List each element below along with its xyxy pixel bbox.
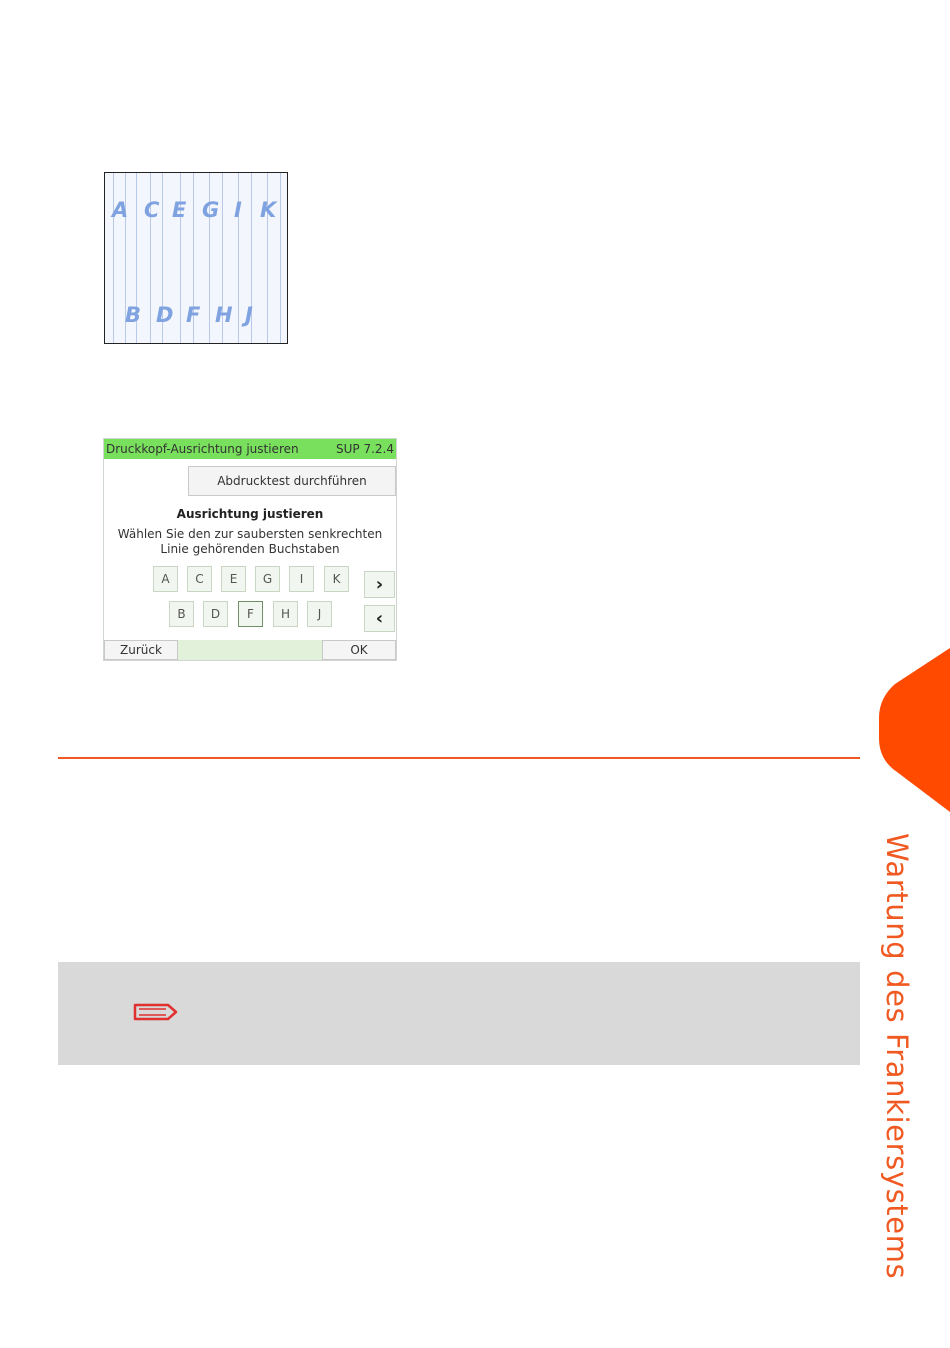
screen-title: Druckkopf-Ausrichtung justieren [106, 442, 299, 456]
sample-letter: A [112, 198, 129, 222]
back-button[interactable]: Zurück [104, 640, 178, 660]
note-box [58, 962, 860, 1065]
print-line [280, 173, 281, 343]
letter-key-f-selected[interactable]: F [238, 601, 263, 627]
screen-heading: Ausrichtung justieren [176, 507, 324, 521]
sample-letter: E [172, 198, 187, 222]
letter-key-c[interactable]: C [187, 566, 212, 592]
side-tab-marker [879, 648, 950, 812]
ok-button[interactable]: OK [322, 640, 396, 660]
sample-letter: H [215, 303, 233, 327]
test-print-sample [104, 172, 288, 344]
sample-letter: I [234, 198, 242, 222]
sample-letter: C [144, 198, 160, 222]
letter-key-d[interactable]: D [203, 601, 228, 627]
letter-key-g[interactable]: G [255, 566, 280, 592]
letter-key-k[interactable]: K [324, 566, 349, 592]
sample-letter: J [245, 303, 253, 327]
screen-instruction [104, 527, 396, 557]
side-tab-label: Wartung des Frankiersystems [880, 833, 914, 1280]
instruction-line: Wählen Sie den zur saubersten senkrechten [117, 527, 383, 541]
letter-key-h[interactable]: H [273, 601, 298, 627]
sample-letter: G [202, 198, 220, 222]
section-divider [58, 757, 860, 759]
letter-key-j[interactable]: J [307, 601, 332, 627]
letter-key-i[interactable]: I [289, 566, 314, 592]
sample-letter: D [156, 303, 174, 327]
letter-key-a[interactable]: A [153, 566, 178, 592]
screen-code: SUP 7.2.4 [336, 442, 394, 456]
screen-title-bar [104, 439, 396, 459]
sample-letter: B [125, 303, 142, 327]
note-icon [130, 1000, 180, 1024]
letter-key-b[interactable]: B [169, 601, 194, 627]
sample-letter: F [186, 303, 201, 327]
instruction-line: Linie gehörenden Buchstaben [160, 542, 340, 556]
sample-letter: K [260, 198, 277, 222]
prev-arrow-button[interactable]: ‹ [364, 605, 395, 632]
test-print-button[interactable]: Abdrucktest durchführen [188, 466, 396, 496]
screen-footer [104, 640, 396, 660]
alignment-screen [103, 438, 397, 661]
next-arrow-button[interactable]: › [364, 571, 395, 598]
letter-key-e[interactable]: E [221, 566, 246, 592]
